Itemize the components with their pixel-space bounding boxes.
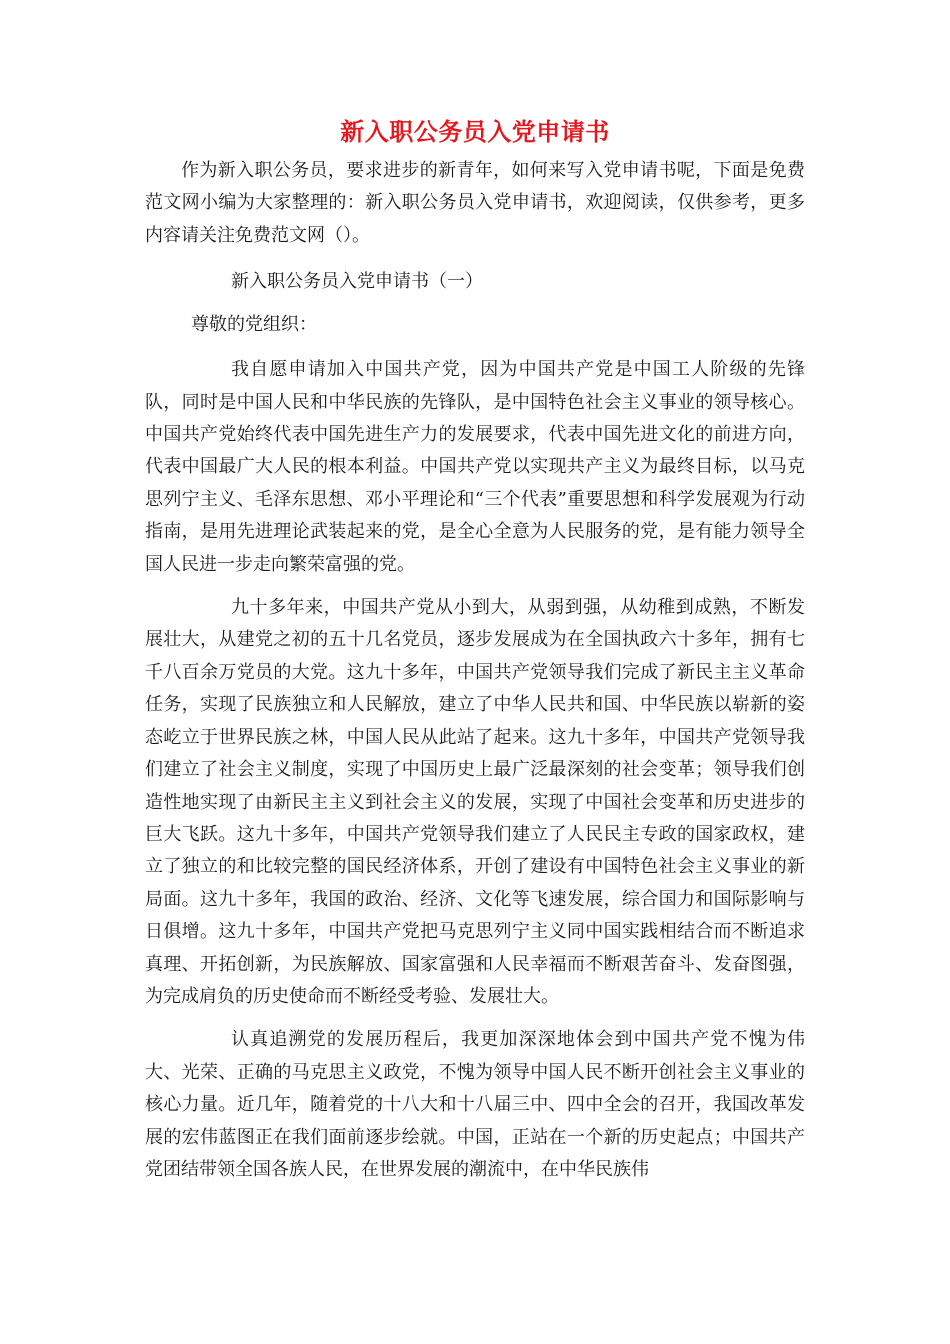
section-heading: 新入职公务员入党申请书（一） [231, 271, 483, 293]
body-paragraph-3: 认真追溯党的发展历程后，我更加深深地体会到中国共产党不愧为伟大、光荣、正确的马克思主义政党，不愧为领导中国人民不断开创社会主义事业的核心力量。近几年，随着党的十八大和十八届三中、四中全会的召开，我国改革发展的宏伟蓝图正在我们面前逐步绘就。中国，正站在一个新的历史起点；中国共产党团结带领全国各族人民，在世界发展的潮流中，在中华民族伟 [145, 1029, 805, 1180]
salutation: 尊敬的党组织： [191, 314, 317, 336]
body-paragraph-1: 我自愿申请加入中国共产党，因为中国共产党是中国工人阶级的先锋队，同时是中国人民和中华民族的先锋队，是中国特色社会主义事业的领导核心。中国共产党始终代表中国先进生产力的发展要求，代表中国先进文化的前进方向，代表中国最广大人民的根本利益。中国共产党以实现共产主义为最终目标，以马克思列宁主义、毛泽东思想、邓小平理论和“三个代表”重要思想和科学发展观为行动指南，是用先进理论武装起来的党，是全心全意为人民服务的党，是有能力领导全国人民进一步走向繁荣富强的党。 [145, 359, 805, 575]
document-title: 新入职公务员入党申请书 [340, 118, 610, 146]
document-body [145, 155, 805, 1186]
body-paragraph-2: 九十多年来，中国共产党从小到大，从弱到强，从幼稚到成熟，不断发展壮大，从建党之初的五十几名党员，逐步发展成为在全国执政六十多年，拥有七千八百余万党员的大党。这九十多年，中国共产党领导我们完成了新民主主义革命任务，实现了民族独立和人民解放，建立了中华人民共和国、中华民族以崭新的姿态屹立于世界民族之林，中国人民从此站了起来。这九十多年，中国共产党领导我们建立了社会主义制度，实现了中国历史上最广泛最深刻的社会变革；领导我们创造性地实现了由新民主主义到社会主义的发展，实现了中国社会变革和历史进步的巨大飞跃。这九十多年，中国共产党领导我们建立了人民民主专政的国家政权，建立了独立的和比较完整的国民经济体系，开创了建设有中国特色社会主义事业的新局面。这九十多年，我国的政治、经济、文化等飞速发展，综合国力和国际影响与日俱增。这九十多年，中国共产党把马克思列宁主义同中国实践相结合而不断追求真理、开拓创新，为民族解放、国家富强和人民幸福而不断艰苦奋斗、发奋图强，为完成肩负的历史使命而不断经受考验、发展壮大。 [145, 597, 805, 1007]
intro-paragraph: 作为新入职公务员，要求进步的新青年，如何来写入党申请书呢，下面是免费范文网小编为大家整理的：新入职公务员入党申请书，欢迎阅读，仅供参考，更多内容请关注免费范文网（）。 [145, 160, 805, 246]
